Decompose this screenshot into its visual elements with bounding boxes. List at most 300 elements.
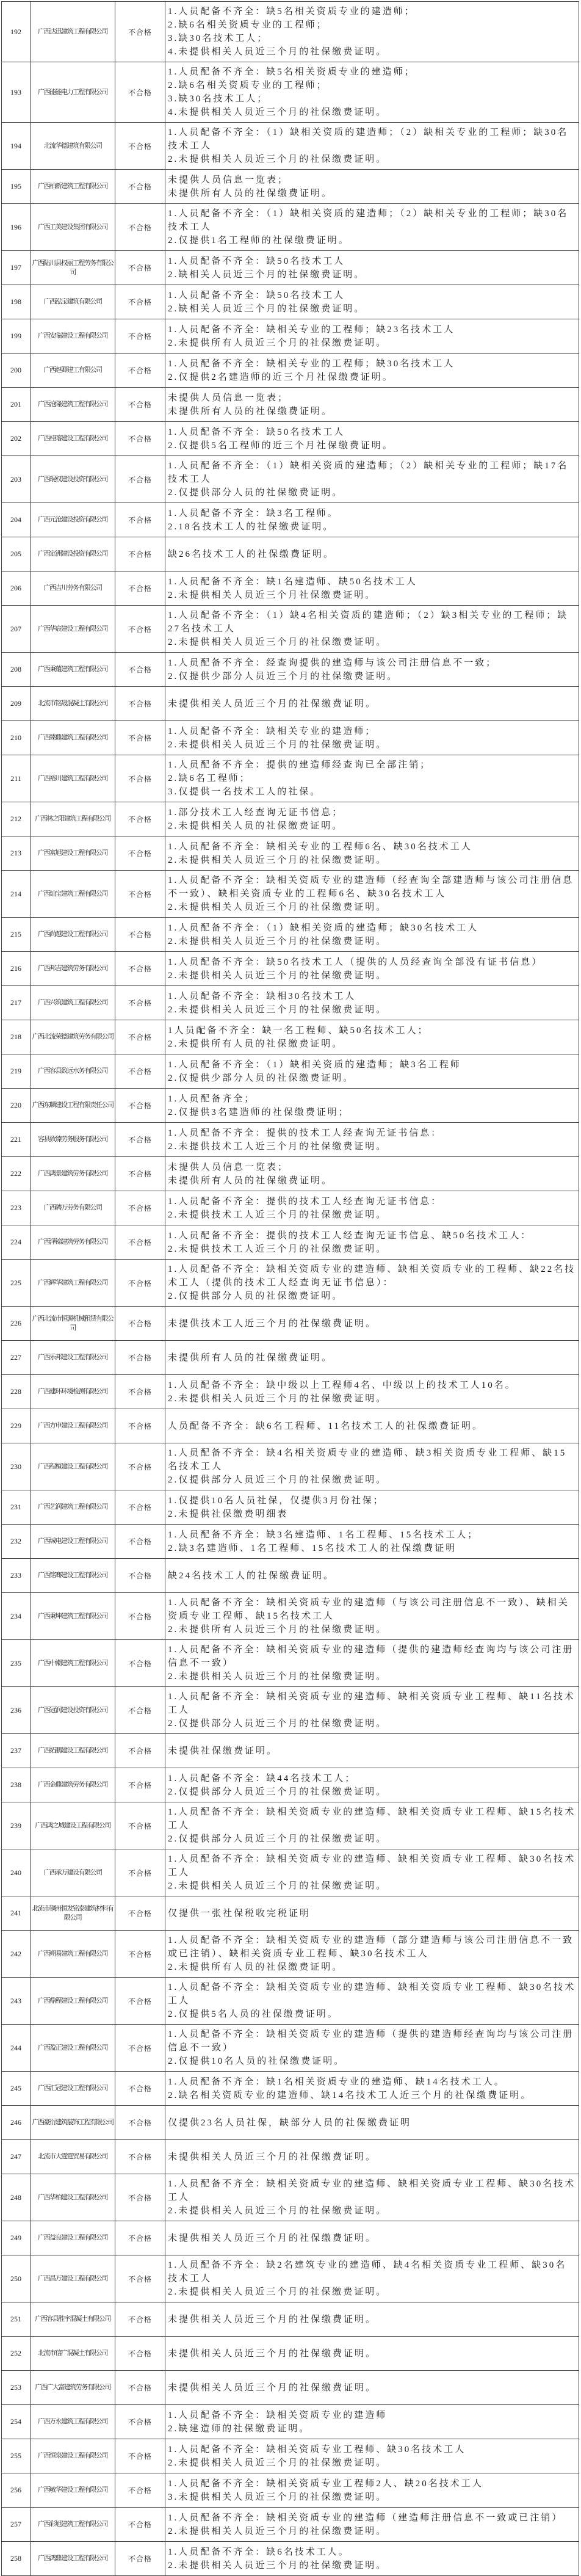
- reason-cell: [165, 1341, 579, 1375]
- reason-item: 2.缺建造师的社保缴费证明。: [168, 2423, 311, 2434]
- row-number: 243: [2, 1978, 31, 2025]
- reason-cell: [165, 1054, 579, 1089]
- company-name: 北流市大霆霆贸易有限公司: [31, 2140, 115, 2174]
- table-row: [2, 388, 579, 422]
- company-name: 广西华柏建设工程有限公司: [31, 2174, 115, 2221]
- reason-cell: [165, 836, 579, 871]
- reason-item: 2.未提供相关人员近三个月社保缴费证明。: [168, 590, 377, 600]
- table-row: [2, 456, 579, 503]
- result-status: 不合格: [115, 204, 165, 251]
- table-row: [2, 1443, 579, 1490]
- row-number: 212: [2, 802, 31, 836]
- table-row: [2, 2072, 579, 2106]
- result-status: 不合格: [115, 1640, 165, 1687]
- reason-item: 1.人员配备不齐全：经查询提供的建造师与该公司注册信息不一致；: [168, 658, 497, 668]
- table-row: [2, 1375, 579, 1409]
- reason-item: 2.仅提供5名工程师的近三个月社保缴费证明。: [168, 440, 394, 451]
- reason-item: 2.仅提供5名人员的社保缴费证明。: [168, 2009, 339, 2019]
- row-number: 234: [2, 1593, 31, 1640]
- result-status: 不合格: [115, 1409, 165, 1443]
- reason-item: 1.人员配备不齐全：缺相关资质专业的建造师（与该公司注册信息不一致）、缺相关资质专业工程师、缺15名技术工人: [168, 1598, 569, 1621]
- reason-cell: [165, 388, 579, 422]
- reason-item: 1.人员配备不齐全：缺相关专业的工程师6名、缺30名技术工人: [168, 841, 472, 852]
- company-name: 广西东麟建设工程有限责任公司: [31, 1089, 115, 1123]
- result-status: 不合格: [115, 503, 165, 537]
- reason-item: 未提供相关人员近三个月的社保缴费证明。: [168, 698, 377, 709]
- company-name: 广西富旭建设工程有限公司: [31, 836, 115, 871]
- row-number: 221: [2, 1123, 31, 1157]
- reason-cell: [165, 1896, 579, 1931]
- company-name: 广西沧隆建筑工程有限公司: [31, 388, 115, 422]
- reason-item: 2.缺相关人员近三个月的社保缴费证明。: [168, 303, 366, 314]
- row-number: 250: [2, 2255, 31, 2302]
- company-name: 广西辉华建筑工程有限公司: [31, 1260, 115, 1307]
- reason-item: 1.人员配备不齐全：缺50名技术工人（提供的人员经查询全部没有证书信息）: [168, 957, 543, 967]
- company-name: 广西灿宝建筑工程有限公司: [31, 871, 115, 918]
- row-number: 225: [2, 1260, 31, 1307]
- result-status: 不合格: [115, 2106, 165, 2140]
- reason-item: 1.人员配备不齐全：（1）缺4名相关资质的建造师；（2）缺3相关专业的工程师；缺27名技术工人: [168, 611, 569, 634]
- company-name: 广西北流荣德建筑劳务有限公司: [31, 1020, 115, 1054]
- result-status: 不合格: [115, 606, 165, 653]
- company-name: 广西裕川建筑工程有限公司: [31, 755, 115, 802]
- result-status: 不合格: [115, 571, 165, 606]
- row-number: 249: [2, 2221, 31, 2255]
- table-row: [2, 653, 579, 687]
- company-name: 广西鸿景建筑劳务有限公司: [31, 1157, 115, 1191]
- table-row: [2, 170, 579, 204]
- reason-cell: [165, 1409, 579, 1443]
- reason-item: 1.人员配备不齐全：缺中级以上工程师4名、中级以上的技术工人10名。: [168, 1380, 516, 1390]
- result-status: 不合格: [115, 388, 165, 422]
- reason-item: 1.人员配备不齐全：缺相关资质专业的建造师、缺相关资质专业的工程师、缺22名技术工人（提供的技术工人经查询无证书信息）：: [168, 1264, 576, 1288]
- company-name: 广西北流市恒源机械租赁有限公司: [31, 1307, 115, 1341]
- reason-item: 1.人员配备不齐全：（1）缺相关资质的建造师；缺3名工程师: [168, 1059, 461, 1070]
- table-row: [2, 1307, 579, 1341]
- result-status: 不合格: [115, 1123, 165, 1157]
- result-status: 不合格: [115, 1593, 165, 1640]
- reason-item: 1.人员配备不齐全：缺相关资质专业的建造师、缺相关资质专业工程师、缺30名技术工人: [168, 2179, 576, 2202]
- reason-item: 1.仅提供10名人员社保，仅提供3月份社保；: [168, 1495, 384, 1506]
- table-row: [2, 354, 579, 388]
- company-name: 广西程桓建设工程有限公司: [31, 1443, 115, 1490]
- result-status: 不合格: [115, 1157, 165, 1191]
- reason-cell: [165, 1225, 579, 1260]
- reason-item: 1.人员配备不齐全：缺相关专业的建造师；: [168, 726, 377, 736]
- reason-cell: [165, 2, 579, 62]
- result-status: 不合格: [115, 1225, 165, 1260]
- row-number: 227: [2, 1341, 31, 1375]
- row-number: 195: [2, 170, 31, 204]
- company-name: 广西琨权建设投资有限公司: [31, 456, 115, 503]
- row-number: 228: [2, 1375, 31, 1409]
- row-number: 197: [2, 251, 31, 285]
- reason-cell: [165, 802, 579, 836]
- reason-item: 2.未提供相关人员近三个月的社保缴费证明。: [168, 1672, 388, 1682]
- row-number: 215: [2, 918, 31, 952]
- reason-item: 未提供相关人员近三个月的社保缴费证明。: [168, 2348, 377, 2359]
- row-number: 257: [2, 2508, 31, 2542]
- reason-item: 1.人员配备不齐全：缺4名相关资质专业的建造师、缺3相关资质专业工程师、缺15名技术工人: [168, 1448, 567, 1471]
- reason-item: 1.人员配备不齐全：缺1名相关资质专业的建造师、缺14名技术工人。: [168, 2077, 505, 2087]
- result-status: 不合格: [115, 2439, 165, 2473]
- row-number: 231: [2, 1490, 31, 1525]
- company-name: 广西工美建设集团有限公司: [31, 204, 115, 251]
- reason-item: 未提供人员信息一览表；: [168, 393, 289, 403]
- row-number: 207: [2, 606, 31, 653]
- inspection-result-table: [1, 1, 579, 2576]
- reason-item: 未提供社保缴费证明。: [168, 1746, 278, 1756]
- row-number: 204: [2, 503, 31, 537]
- table-row: [2, 2337, 579, 2371]
- row-number: 222: [2, 1157, 31, 1191]
- reason-cell: [165, 1443, 579, 1490]
- result-status: 不合格: [115, 1849, 165, 1896]
- reason-item: 2.未提供技术工人近三个月的社保缴费证明。: [168, 1210, 388, 1220]
- result-status: 不合格: [115, 1978, 165, 2025]
- reason-item: 3.仅提供一名技术工人的社保。: [168, 787, 322, 797]
- reason-item: 2.未提供所有人员的社保缴费证明。: [168, 1962, 344, 1972]
- table-row: [2, 1260, 579, 1307]
- reason-item: 2.未提供相关人员近三个月的社保缴费证明。: [168, 2526, 388, 2536]
- table-row: [2, 1802, 579, 1849]
- reason-item: 未提供所有人员的社保缴费证明。: [168, 1352, 333, 1363]
- company-name: 广西邦吉建筑劳务有限公司: [31, 952, 115, 986]
- reason-item: 2.仅提供少部分人员的社保缴费证明。: [168, 1073, 355, 1083]
- reason-cell: [165, 503, 579, 537]
- reason-cell: [165, 2255, 579, 2302]
- company-name: 广西兴筑建筑工程有限公司: [31, 986, 115, 1020]
- table-body: [2, 2, 579, 2576]
- reason-item: 仅提供23名人员社保，缺部分人员的社保缴费证明: [168, 2117, 412, 2128]
- reason-item: 2.未提供相关人员近三个月的社保缴费证明。: [168, 936, 388, 946]
- reason-item: 未提供所有人员的社保缴费证明。: [168, 406, 333, 416]
- row-number: 202: [2, 422, 31, 456]
- table-row: [2, 721, 579, 755]
- reason-item: 1.人员配备不齐全：（1）缺相关资质的建造师；（2）缺相关专业的工程师；缺30名技术工人: [168, 209, 569, 232]
- reason-cell: [165, 871, 579, 918]
- company-name: 广西达迅建筑工程有限公司: [31, 2, 115, 62]
- table-row: [2, 802, 579, 836]
- reason-item: 2.缺相关人员近三个月的社保缴费证明。: [168, 269, 366, 280]
- table-row: [2, 1559, 579, 1593]
- row-number: 224: [2, 1225, 31, 1260]
- reason-item: 1.人员配备不齐全：提供的技术工人经查询无证书信息、缺50名技术工人：: [168, 1230, 532, 1241]
- reason-cell: [165, 285, 579, 319]
- reason-item: 2.仅提供部分人员的社保缴费证明。: [168, 488, 344, 498]
- reason-cell: [165, 755, 579, 802]
- reason-item: 2.未提供相关人员的社保缴费证明。: [168, 821, 344, 831]
- reason-cell: [165, 1157, 579, 1191]
- company-name: 广西赵卿建工有限公司: [31, 354, 115, 388]
- reason-item: 1.人员配备齐全；: [168, 1094, 256, 1104]
- reason-item: 1.人员配备不齐全：缺50名技术工人: [168, 427, 345, 437]
- company-name: 广西容县胜宇混凝土有限公司: [31, 2302, 115, 2337]
- result-status: 不合格: [115, 721, 165, 755]
- table-row: [2, 2255, 579, 2302]
- row-number: 206: [2, 571, 31, 606]
- row-number: 205: [2, 537, 31, 571]
- table-row: [2, 1593, 579, 1640]
- company-name: 广西骋万劳务有限公司: [31, 1191, 115, 1225]
- company-name: 广西益良建设工程有限公司: [31, 2221, 115, 2255]
- company-name: 广西鸿之城建设工程有限公司: [31, 1802, 115, 1849]
- row-number: 198: [2, 285, 31, 319]
- reason-item: 未提供人员信息一览表；: [168, 175, 289, 185]
- reason-item: 2.未提供所有人员近三个月的社保缴费证明。: [168, 1625, 388, 1634]
- reason-item: 1.人员配备不齐全：（1）缺相关资质的建造师；缺30名技术工人: [168, 923, 479, 933]
- reason-item: 4.未提供相关人员近三个月的社保缴费证明。: [168, 47, 388, 57]
- reason-cell: [165, 571, 579, 606]
- row-number: 203: [2, 456, 31, 503]
- reason-cell: [165, 1260, 579, 1307]
- reason-item: 1.人员配备不齐全：提供的技术工人经查询无证书信息：: [168, 1196, 442, 1206]
- reason-item: 2.未提供所有人员近三个月的社保缴费证明。: [168, 338, 388, 348]
- table-row: [2, 2140, 579, 2174]
- row-number: 201: [2, 388, 31, 422]
- table-row: [2, 918, 579, 952]
- result-status: 不合格: [115, 1341, 165, 1375]
- reason-cell: [165, 1123, 579, 1157]
- row-number: 248: [2, 2174, 31, 2221]
- result-status: 不合格: [115, 1054, 165, 1089]
- reason-cell: [165, 2140, 579, 2174]
- row-number: 192: [2, 2, 31, 62]
- reason-cell: [165, 1849, 579, 1896]
- company-name: 广西桂喀建设工程有限公司: [31, 422, 115, 456]
- reason-cell: [165, 2542, 579, 2576]
- reason-item: 1.人员配备不齐全：缺1名建造师、缺50名技术工人: [168, 576, 417, 587]
- result-status: 不合格: [115, 1307, 165, 1341]
- result-status: 不合格: [115, 354, 165, 388]
- company-name: 广西乐邦建设工程有限公司: [31, 1341, 115, 1375]
- row-number: 255: [2, 2439, 31, 2473]
- reason-item: 1.人员配备不齐全：缺5名相关资质专业的建造师；: [168, 7, 416, 16]
- row-number: 239: [2, 1802, 31, 1849]
- row-number: 226: [2, 1307, 31, 1341]
- reason-item: 2.未提供相关人员近三个月的社保缴费证明。: [168, 739, 388, 750]
- reason-item: 1.部分技术工人经查询无证书信息；: [168, 807, 344, 818]
- row-number: 199: [2, 319, 31, 354]
- reason-item: 2.缺3名建造师、1名工程师、15名技术工人的社保缴费证明: [168, 1543, 457, 1553]
- result-status: 不合格: [115, 62, 165, 123]
- reason-item: 2.仅提供部分人员的社保缴费证明。: [168, 1291, 344, 1301]
- reason-cell: [165, 986, 579, 1020]
- result-status: 不合格: [115, 2371, 165, 2405]
- reason-item: 1.人员配备不齐全：缺相关资质专业的建造师（部分建造师与该公司注册信息不一致或已注销）、缺相关资质专业工程师、缺30名技术工人: [168, 1936, 574, 1959]
- reason-cell: [165, 1307, 579, 1341]
- reason-cell: [165, 251, 579, 285]
- row-number: 208: [2, 653, 31, 687]
- company-name: 广西方申建设工程有限公司: [31, 1409, 115, 1443]
- company-name: 广西柏新建筑工程有限公司: [31, 170, 115, 204]
- row-number: 229: [2, 1409, 31, 1443]
- row-number: 200: [2, 354, 31, 388]
- result-status: 不合格: [115, 2405, 165, 2439]
- company-name: 广西艺润建筑工程有限公司: [31, 1490, 115, 1525]
- result-status: 不合格: [115, 123, 165, 170]
- table-row: [2, 422, 579, 456]
- result-status: 不合格: [115, 285, 165, 319]
- result-status: 不合格: [115, 2337, 165, 2371]
- reason-cell: [165, 123, 579, 170]
- reason-item: 2.未提供相关人员近三个月的社保缴费证明。: [168, 1881, 388, 1891]
- company-name: 广西恒泉建设工程有限公司: [31, 2439, 115, 2473]
- row-number: 254: [2, 2405, 31, 2439]
- row-number: 211: [2, 755, 31, 802]
- result-status: 不合格: [115, 2140, 165, 2174]
- reason-item: 2.未提供社保缴费明细表: [168, 1509, 289, 1519]
- reason-cell: [165, 721, 579, 755]
- reason-item: 1人员配备不齐全：缺一名工程师、缺50名技术工人；: [168, 1025, 429, 1036]
- reason-item: 未提供人员信息一览表；: [168, 1162, 289, 1172]
- result-status: 不合格: [115, 2542, 165, 2576]
- row-number: 230: [2, 1443, 31, 1490]
- reason-item: 1.人员配备不齐全：缺相关资质专业的建造师: [168, 2410, 388, 2420]
- result-status: 不合格: [115, 1802, 165, 1849]
- table-row: [2, 1978, 579, 2025]
- result-status: 不合格: [115, 802, 165, 836]
- row-number: 232: [2, 1525, 31, 1559]
- company-name: 广西彩旭建筑工程有限公司: [31, 2508, 115, 2542]
- company-name: 广西朔易建筑工程有限公司: [31, 1931, 115, 1978]
- company-name: 广西建环环境检测有限公司: [31, 1375, 115, 1409]
- result-status: 不合格: [115, 1734, 165, 1768]
- table-row: [2, 755, 579, 802]
- table-row: [2, 2221, 579, 2255]
- result-status: 不合格: [115, 1375, 165, 1409]
- table-row: [2, 687, 579, 721]
- reason-item: 1.人员配备不齐全：缺相关资质专业的建造师、缺相关资质专业工程师、缺15名技术工人: [168, 1807, 576, 1830]
- company-name: 容县致臻劳务服务有限公司: [31, 1123, 115, 1157]
- reason-cell: [165, 2302, 579, 2337]
- result-status: 不合格: [115, 2473, 165, 2508]
- table-row: [2, 2025, 579, 2072]
- row-number: 245: [2, 2072, 31, 2106]
- company-name: 广西容县致远水务有限公司: [31, 1054, 115, 1089]
- company-name: 广西陆川县权丽工程劳务有限公司: [31, 251, 115, 285]
- table-row: [2, 952, 579, 986]
- reason-item: 2.未提供相关人员近三个月的社保缴费证明。: [168, 855, 388, 865]
- reason-item: 1.人员配备不齐全：缺3名建造师、1名工程师、15名技术工人；: [168, 1529, 479, 1540]
- reason-item: 2.仅提供3名建造师的社保缴费证明；: [168, 1107, 350, 1117]
- reason-item: 1.人员配备不齐全：缺5名相关资质专业的建造师；: [168, 67, 416, 77]
- company-name: 广西金鼎建筑劳务有限公司: [31, 1768, 115, 1802]
- reason-item: 2.仅提供部分人员近三个月的社保缴费证明。: [168, 1719, 388, 1729]
- reason-item: 1.人员配备不齐全：缺50名技术工人: [168, 256, 345, 266]
- reason-item: 3.缺30名技术工人；: [168, 34, 269, 43]
- reason-item: 1.人员配备不齐全：缺相关资质专业工程师、缺30名技术工人: [168, 2444, 466, 2454]
- reason-cell: [165, 606, 579, 653]
- reason-cell: [165, 1687, 579, 1734]
- result-status: 不合格: [115, 2072, 165, 2106]
- row-number: 238: [2, 1768, 31, 1802]
- reason-cell: [165, 2025, 579, 2072]
- row-number: 246: [2, 2106, 31, 2140]
- table-row: [2, 62, 579, 123]
- reason-item: 2.未提供相关人员近三个月的社保缴费证明。: [168, 2206, 388, 2216]
- reason-cell: [165, 1559, 579, 1593]
- reason-cell: [165, 653, 579, 687]
- table-row: [2, 1191, 579, 1225]
- table-row: [2, 2106, 579, 2140]
- row-number: 252: [2, 2337, 31, 2371]
- reason-cell: [165, 2473, 579, 2508]
- result-status: 不合格: [115, 1525, 165, 1559]
- reason-cell: [165, 1802, 579, 1849]
- table-row: [2, 571, 579, 606]
- reason-item: 1.人员配备不齐全：缺50名技术工人: [168, 290, 345, 300]
- result-status: 不合格: [115, 1191, 165, 1225]
- reason-item: 1.人员配备不齐全：缺相关资质专业的建造师、缺相关资质专业工程师、缺11名技术工人: [168, 1692, 576, 1715]
- result-status: 不合格: [115, 1490, 165, 1525]
- row-number: 218: [2, 1020, 31, 1054]
- reason-item: 1.人员配备不齐全：提供的建造师经查询已全部注销；: [168, 760, 431, 770]
- company-name: 广西定洲建设投资有限公司: [31, 537, 115, 571]
- result-status: 不合格: [115, 456, 165, 503]
- reason-cell: [165, 319, 579, 354]
- reason-item: 2.未提供相关人员近三个月的社保缴费证明。: [168, 2287, 388, 2297]
- reason-item: 人员配备不齐全：缺6名工程师、11名技术工人的社保缴费证明。: [168, 1421, 483, 1431]
- table-row: [2, 285, 579, 319]
- reason-cell: [165, 2221, 579, 2255]
- reason-item: 1.人员配备不齐全：（1）缺相关资质的建造师；（2）缺相关专业的工程师；缺17名技术工人: [168, 461, 569, 484]
- row-number: 244: [2, 2025, 31, 2072]
- reason-item: 2.未提供技术工人近三个月的社保缴费证明。: [168, 1141, 388, 1152]
- reason-cell: [165, 1593, 579, 1640]
- reason-item: 2.缺6名相关资质专业的工程师；: [168, 81, 328, 90]
- result-status: 不合格: [115, 653, 165, 687]
- reason-cell: [165, 1640, 579, 1687]
- result-status: 不合格: [115, 836, 165, 871]
- table-row: [2, 1123, 579, 1157]
- reason-item: 未提供相关人员近三个月的社保缴费证明。: [168, 2152, 377, 2162]
- reason-item: 3.缺30名技术工人；: [168, 94, 269, 104]
- table-row: [2, 537, 579, 571]
- table-row: [2, 2174, 579, 2221]
- company-name: 广西万永建筑工程有限公司: [31, 2405, 115, 2439]
- reason-item: 1.人员配备不齐全：缺相30名技术工人: [168, 991, 356, 1001]
- reason-item: 1.人员配备不齐全：（1）缺相关资质的建造师；（2）缺相关专业的工程师；缺30名技术工人: [168, 128, 569, 151]
- reason-item: 1.人员配备不齐全：缺2名建筑专业的建造师、缺4名相关资质专业工程师、缺30名技术工人: [168, 2260, 567, 2284]
- reason-cell: [165, 537, 579, 571]
- row-number: 233: [2, 1559, 31, 1593]
- table-row: [2, 1896, 579, 1931]
- reason-item: 2.未提供相关人员近三个月的社保缴费证明。: [168, 1004, 388, 1015]
- table-row: [2, 2, 579, 62]
- company-name: 广西元沧建设投资有限公司: [31, 503, 115, 537]
- reason-item: 2.未提供技术工人近三个月的社保缴费证明。: [168, 1244, 388, 1254]
- company-name: 广西广大富建筑劳务有限公司: [31, 2371, 115, 2405]
- company-name: 广西拓鹏建设工程有限公司: [31, 1734, 115, 1768]
- table-row: [2, 1409, 579, 1443]
- reason-item: 3.未提供相关人员近三个月的社保缴费证明。: [168, 2492, 388, 2502]
- reason-cell: [165, 2072, 579, 2106]
- result-status: 不合格: [115, 2302, 165, 2337]
- reason-cell: [165, 170, 579, 204]
- company-name: 广西鸿鼎建设工程有限公司: [31, 2542, 115, 2576]
- reason-item: 1.人员配备不齐全：缺相关资质专业的建造师（提供的建造师经查询均与该公司注册信息不一致）: [168, 1645, 574, 1668]
- result-status: 不合格: [115, 1443, 165, 1490]
- result-status: 不合格: [115, 319, 165, 354]
- reason-cell: [165, 422, 579, 456]
- reason-item: 1.人员配备不齐全：缺相关专业的工程师；缺30名技术工人: [168, 358, 455, 369]
- result-status: 不合格: [115, 1020, 165, 1054]
- company-name: 广西泓宝建筑有限公司: [31, 285, 115, 319]
- reason-cell: [165, 2337, 579, 2371]
- table-row: [2, 1640, 579, 1687]
- reason-cell: [165, 456, 579, 503]
